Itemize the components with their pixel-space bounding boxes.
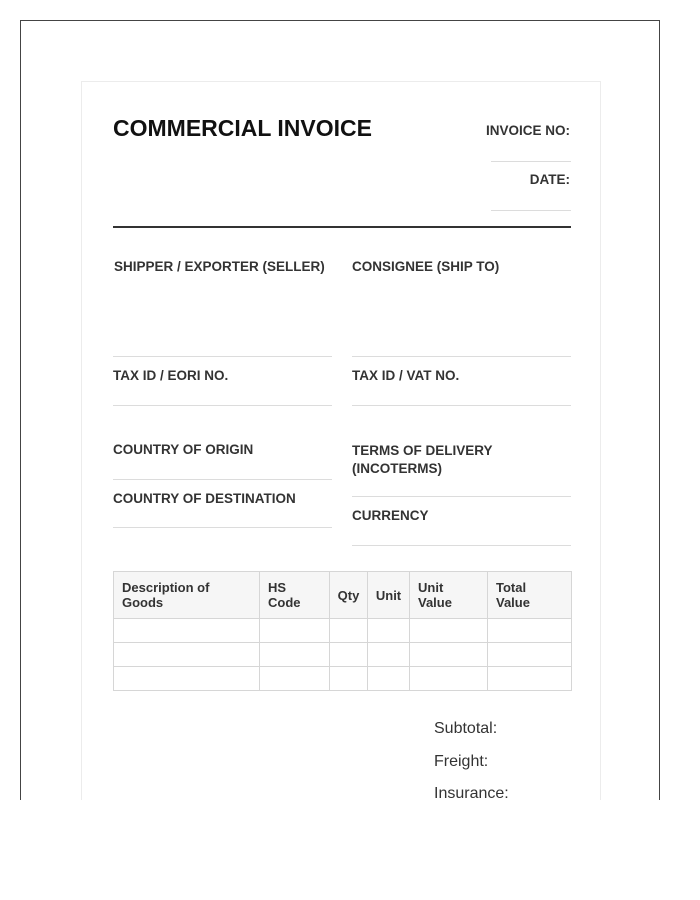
- consignee-tax-field[interactable]: [352, 405, 571, 406]
- col-header-hs-code: HS Code: [260, 572, 330, 619]
- shipper-tax-label: TAX ID / EORI NO.: [113, 368, 229, 383]
- origin-field[interactable]: [113, 479, 332, 480]
- col-header-unit-value: Unit Value: [410, 572, 488, 619]
- table-cell[interactable]: [114, 667, 260, 691]
- currency-field[interactable]: [352, 545, 571, 546]
- consignee-tax-label: TAX ID / VAT NO.: [352, 368, 460, 383]
- shipper-field[interactable]: [113, 356, 332, 357]
- table-cell[interactable]: [330, 667, 368, 691]
- table-cell[interactable]: [368, 643, 410, 667]
- table-cell[interactable]: [410, 619, 488, 643]
- col-header-qty: Qty: [330, 572, 368, 619]
- table-cell[interactable]: [330, 643, 368, 667]
- table-cell[interactable]: [260, 643, 330, 667]
- table-cell[interactable]: [114, 643, 260, 667]
- table-cell[interactable]: [410, 667, 488, 691]
- consignee-label: CONSIGNEE (SHIP TO): [352, 259, 500, 274]
- header-divider: [113, 226, 571, 228]
- currency-label: CURRENCY: [352, 508, 429, 523]
- col-header-description: Description of Goods: [114, 572, 260, 619]
- destination-label: COUNTRY OF DESTINATION: [113, 491, 296, 506]
- table-cell[interactable]: [488, 667, 572, 691]
- invoice-no-field[interactable]: [491, 161, 571, 162]
- date-field[interactable]: [491, 210, 571, 211]
- page-frame: [20, 20, 660, 800]
- invoice-sheet: [81, 81, 601, 800]
- col-header-total-value: Total Value: [488, 572, 572, 619]
- date-label: DATE:: [529, 172, 570, 187]
- origin-label: COUNTRY OF ORIGIN: [113, 442, 254, 457]
- invoice-title: COMMERCIAL INVOICE: [113, 115, 372, 141]
- terms-label: TERMS OF DELIVERY (INCOTERMS): [352, 443, 493, 476]
- subtotal-label: Subtotal:: [434, 720, 498, 737]
- col-header-unit: Unit: [368, 572, 410, 619]
- table-cell[interactable]: [260, 667, 330, 691]
- invoice-no-label: INVOICE NO:: [485, 123, 570, 138]
- table-cell[interactable]: [114, 619, 260, 643]
- goods-table: [113, 571, 572, 691]
- consignee-field[interactable]: [352, 356, 571, 357]
- table-cell[interactable]: [410, 643, 488, 667]
- table-row: [114, 667, 572, 691]
- shipper-tax-field[interactable]: [113, 405, 332, 406]
- table-cell[interactable]: [488, 643, 572, 667]
- table-row: [114, 643, 572, 667]
- table-cell[interactable]: [330, 619, 368, 643]
- table-cell[interactable]: [368, 667, 410, 691]
- destination-field[interactable]: [113, 527, 332, 528]
- table-cell[interactable]: [368, 619, 410, 643]
- freight-label: Freight:: [434, 753, 489, 770]
- insurance-label: Insurance:: [434, 785, 509, 800]
- shipper-label: SHIPPER / EXPORTER (SELLER): [114, 259, 325, 274]
- table-cell[interactable]: [488, 619, 572, 643]
- table-cell[interactable]: [260, 619, 330, 643]
- table-header-row: [114, 572, 572, 619]
- terms-field[interactable]: [352, 496, 571, 497]
- table-row: [114, 619, 572, 643]
